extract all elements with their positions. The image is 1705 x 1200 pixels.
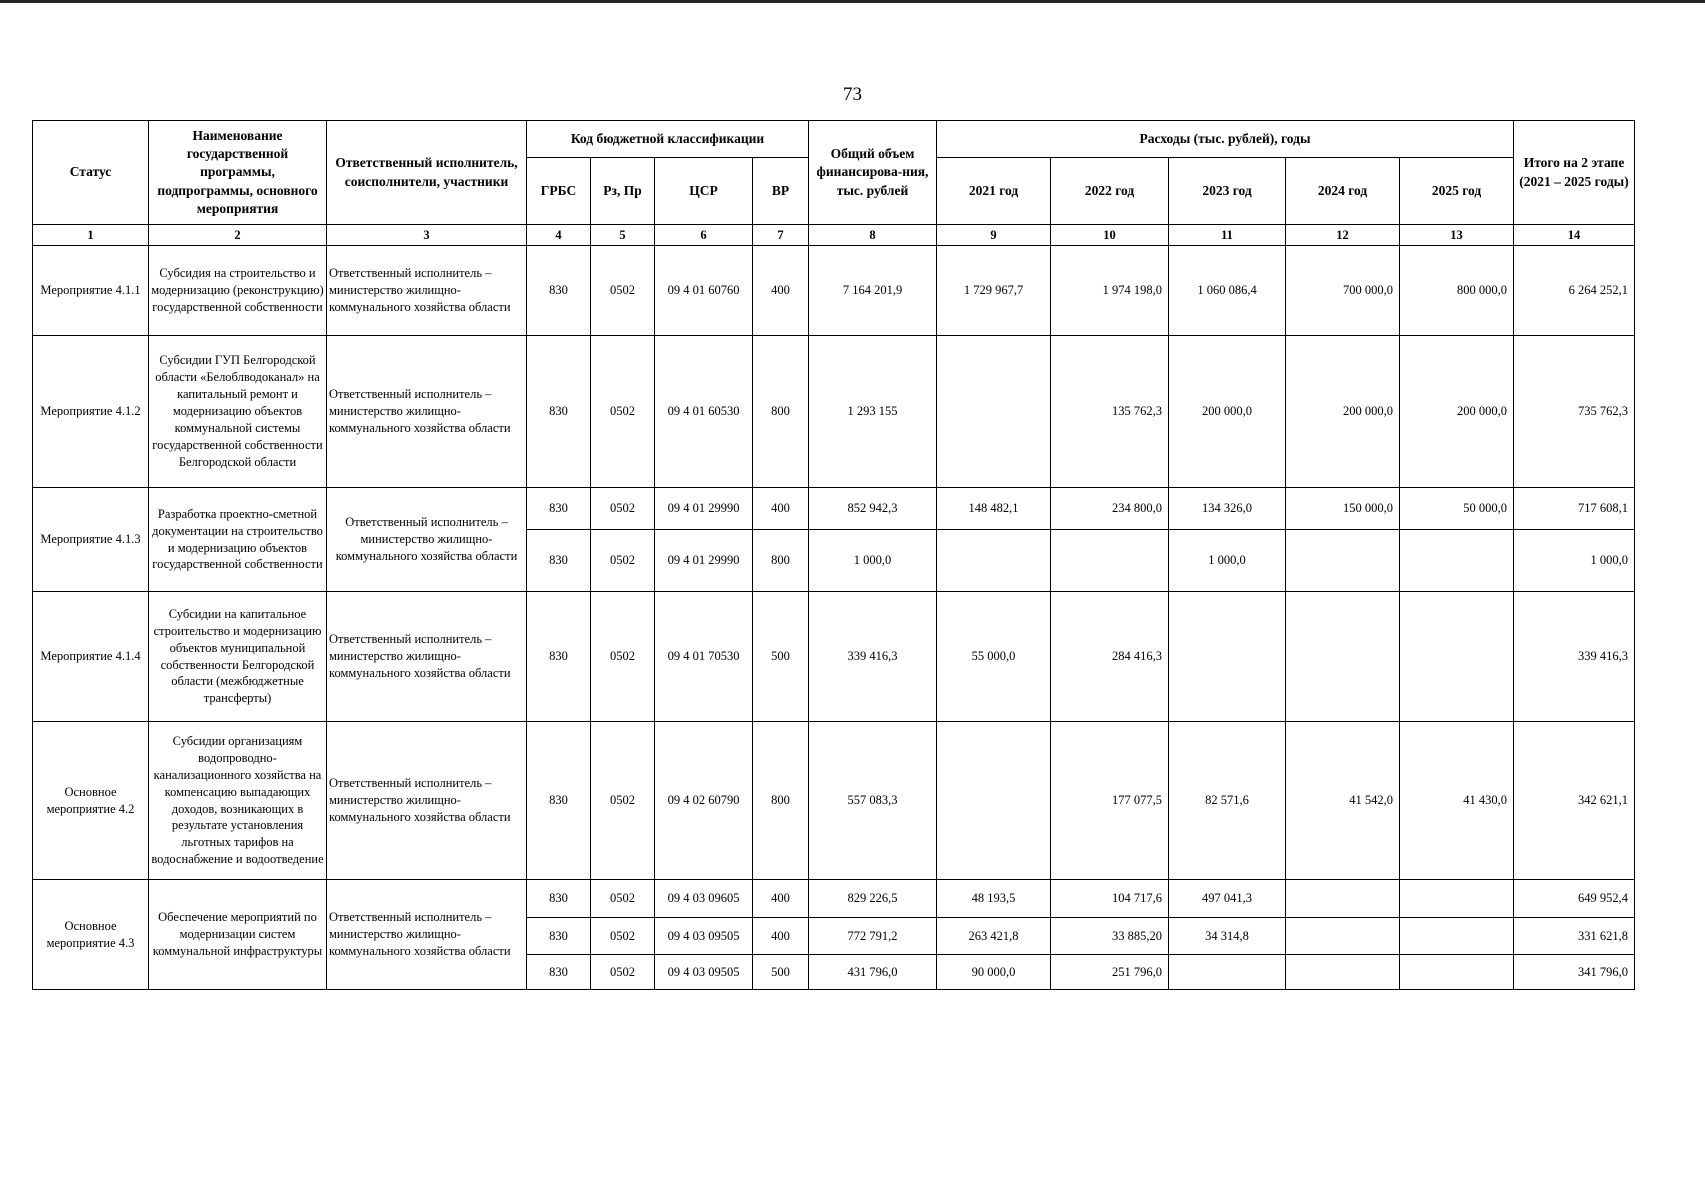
total-cell: 7 164 201,9 [809,246,937,336]
year-2023-cell: 200 000,0 [1169,336,1286,488]
status-cell: Мероприятие 4.1.3 [33,488,149,592]
year-2021-cell [937,336,1051,488]
table-header [33,121,1635,246]
header-2025: 2025 год [1400,158,1514,225]
grbs-cell: 830 [527,722,591,880]
year-2022-cell: 33 885,20 [1051,918,1169,955]
year-2024-cell: 41 542,0 [1286,722,1400,880]
year-2023-cell: 34 314,8 [1169,918,1286,955]
year-2024-cell [1286,592,1400,722]
table-row [33,592,1635,722]
page-number: 73 [843,84,862,105]
name-cell: Субсидии на капитальное строительство и модернизацию объектов муниципальной собственности Белгородской области (межбюджетные трансферты) [149,592,327,722]
column-number-row [33,225,1635,246]
name-cell: Обеспечение мероприятий по модернизации систем коммунальной инфраструктуры [149,880,327,990]
executor-cell: Ответственный исполнитель – министерство жилищно-коммунального хозяйства области [327,246,527,336]
vr-cell: 400 [753,880,809,918]
year-2023-cell: 1 060 086,4 [1169,246,1286,336]
year-2025-cell: 41 430,0 [1400,722,1514,880]
grbs-cell: 830 [527,955,591,990]
total-cell: 829 226,5 [809,880,937,918]
year-2023-cell [1169,592,1286,722]
rzpr-cell: 0502 [591,336,655,488]
itogo-cell: 339 416,3 [1514,592,1635,722]
vr-cell: 800 [753,530,809,592]
year-2022-cell: 251 796,0 [1051,955,1169,990]
year-2021-cell [937,722,1051,880]
itogo-cell: 717 608,1 [1514,488,1635,530]
year-2021-cell: 148 482,1 [937,488,1051,530]
header-status: Статус [33,121,149,225]
vr-cell: 500 [753,592,809,722]
grbs-cell: 830 [527,592,591,722]
header-executor: Ответственный исполнитель, соисполнители, участники [327,121,527,225]
year-2022-cell: 104 717,6 [1051,880,1169,918]
table-body [33,246,1635,990]
rzpr-cell: 0502 [591,592,655,722]
year-2022-cell: 1 974 198,0 [1051,246,1169,336]
year-2025-cell [1400,955,1514,990]
itogo-cell: 342 621,1 [1514,722,1635,880]
csr-cell: 09 4 01 60530 [655,336,753,488]
header-budget-code: Код бюджетной классификации [527,121,809,158]
year-2025-cell: 200 000,0 [1400,336,1514,488]
total-cell: 1 293 155 [809,336,937,488]
rzpr-cell: 0502 [591,488,655,530]
name-cell: Субсидия на строительство и модернизацию (реконструкцию) государственной собственности [149,246,327,336]
total-cell: 1 000,0 [809,530,937,592]
vr-cell: 400 [753,488,809,530]
itogo-cell: 649 952,4 [1514,880,1635,918]
csr-cell: 09 4 03 09505 [655,918,753,955]
csr-cell: 09 4 01 60760 [655,246,753,336]
grbs-cell: 830 [527,246,591,336]
itogo-cell: 6 264 252,1 [1514,246,1635,336]
total-cell: 772 791,2 [809,918,937,955]
rzpr-cell: 0502 [591,530,655,592]
year-2023-cell [1169,955,1286,990]
status-cell: Мероприятие 4.1.4 [33,592,149,722]
column-number: 13 [1400,225,1514,246]
itogo-cell: 735 762,3 [1514,336,1635,488]
grbs-cell: 830 [527,918,591,955]
executor-cell: Ответственный исполнитель – министерство жилищно-коммунального хозяйства области [327,592,527,722]
grbs-cell: 830 [527,336,591,488]
grbs-cell: 830 [527,488,591,530]
executor-cell: Ответственный исполнитель – министерство жилищно-коммунального хозяйства области [327,722,527,880]
year-2024-cell: 200 000,0 [1286,336,1400,488]
year-2025-cell [1400,880,1514,918]
executor-cell: Ответственный исполнитель – министерство жилищно-коммунального хозяйства области [327,488,527,592]
column-number: 14 [1514,225,1635,246]
year-2022-cell: 284 416,3 [1051,592,1169,722]
header-expenses: Расходы (тыс. рублей), годы [937,121,1514,158]
header-vr: ВР [753,158,809,225]
rzpr-cell: 0502 [591,246,655,336]
executor-cell: Ответственный исполнитель – министерство жилищно-коммунального хозяйства области [327,336,527,488]
column-number: 7 [753,225,809,246]
table-row [33,336,1635,488]
year-2024-cell [1286,918,1400,955]
table-row [33,880,1635,918]
year-2021-cell: 55 000,0 [937,592,1051,722]
year-2025-cell [1400,530,1514,592]
grbs-cell: 830 [527,530,591,592]
year-2021-cell: 263 421,8 [937,918,1051,955]
page-top-edge [0,0,1705,3]
itogo-cell: 341 796,0 [1514,955,1635,990]
budget-table [32,120,1635,990]
header-2023: 2023 год [1169,158,1286,225]
header-grbs: ГРБС [527,158,591,225]
csr-cell: 09 4 03 09605 [655,880,753,918]
status-cell: Мероприятие 4.1.2 [33,336,149,488]
header-rzpr: Рз, Пр [591,158,655,225]
rzpr-cell: 0502 [591,880,655,918]
column-number: 9 [937,225,1051,246]
header-name: Наименование государственной программы, подпрограммы, основного мероприятия [149,121,327,225]
total-cell: 339 416,3 [809,592,937,722]
header-2024: 2024 год [1286,158,1400,225]
status-cell: Мероприятие 4.1.1 [33,246,149,336]
grbs-cell: 830 [527,880,591,918]
status-cell: Основное мероприятие 4.2 [33,722,149,880]
year-2021-cell [937,530,1051,592]
year-2024-cell: 150 000,0 [1286,488,1400,530]
column-number: 11 [1169,225,1286,246]
vr-cell: 400 [753,918,809,955]
csr-cell: 09 4 01 70530 [655,592,753,722]
column-number: 8 [809,225,937,246]
name-cell: Субсидии ГУП Белгородской области «Белоблводоканал» на капитальный ремонт и модернизацию объектов коммунальной системы государственной собственности Белгородской области [149,336,327,488]
year-2023-cell: 134 326,0 [1169,488,1286,530]
vr-cell: 500 [753,955,809,990]
table-row [33,488,1635,530]
column-number: 4 [527,225,591,246]
column-number: 12 [1286,225,1400,246]
header-2022: 2022 год [1051,158,1169,225]
header-csr: ЦСР [655,158,753,225]
year-2021-cell: 1 729 967,7 [937,246,1051,336]
year-2024-cell [1286,530,1400,592]
column-number: 1 [33,225,149,246]
year-2024-cell [1286,955,1400,990]
name-cell: Разработка проектно-сметной документации на строительство и модернизацию объектов государственной собственности [149,488,327,592]
column-number: 2 [149,225,327,246]
year-2025-cell [1400,918,1514,955]
executor-cell: Ответственный исполнитель – министерство жилищно-коммунального хозяйства области [327,880,527,990]
year-2023-cell: 82 571,6 [1169,722,1286,880]
rzpr-cell: 0502 [591,955,655,990]
name-cell: Субсидии организациям водопроводно-канализационного хозяйства на компенсацию выпадающих доходов, возникающих в результате установления льготных тарифов на водоснабжение и водоотведение [149,722,327,880]
year-2023-cell: 1 000,0 [1169,530,1286,592]
status-cell: Основное мероприятие 4.3 [33,880,149,990]
year-2022-cell [1051,530,1169,592]
year-2025-cell [1400,592,1514,722]
year-2021-cell: 48 193,5 [937,880,1051,918]
header-total-volume: Общий объем финансирова-ния, тыс. рублей [809,121,937,225]
total-cell: 557 083,3 [809,722,937,880]
table-row [33,722,1635,880]
year-2022-cell: 177 077,5 [1051,722,1169,880]
column-number: 6 [655,225,753,246]
header-itogo: Итого на 2 этапе (2021 – 2025 годы) [1514,121,1635,225]
csr-cell: 09 4 01 29990 [655,488,753,530]
column-number: 5 [591,225,655,246]
vr-cell: 800 [753,722,809,880]
csr-cell: 09 4 01 29990 [655,530,753,592]
table-row [33,246,1635,336]
header-2021: 2021 год [937,158,1051,225]
column-number: 3 [327,225,527,246]
csr-cell: 09 4 03 09505 [655,955,753,990]
year-2024-cell [1286,880,1400,918]
year-2022-cell: 135 762,3 [1051,336,1169,488]
total-cell: 852 942,3 [809,488,937,530]
rzpr-cell: 0502 [591,722,655,880]
csr-cell: 09 4 02 60790 [655,722,753,880]
year-2025-cell: 50 000,0 [1400,488,1514,530]
year-2025-cell: 800 000,0 [1400,246,1514,336]
year-2024-cell: 700 000,0 [1286,246,1400,336]
itogo-cell: 331 621,8 [1514,918,1635,955]
total-cell: 431 796,0 [809,955,937,990]
vr-cell: 800 [753,336,809,488]
itogo-cell: 1 000,0 [1514,530,1635,592]
year-2022-cell: 234 800,0 [1051,488,1169,530]
year-2023-cell: 497 041,3 [1169,880,1286,918]
vr-cell: 400 [753,246,809,336]
column-number: 10 [1051,225,1169,246]
year-2021-cell: 90 000,0 [937,955,1051,990]
rzpr-cell: 0502 [591,918,655,955]
